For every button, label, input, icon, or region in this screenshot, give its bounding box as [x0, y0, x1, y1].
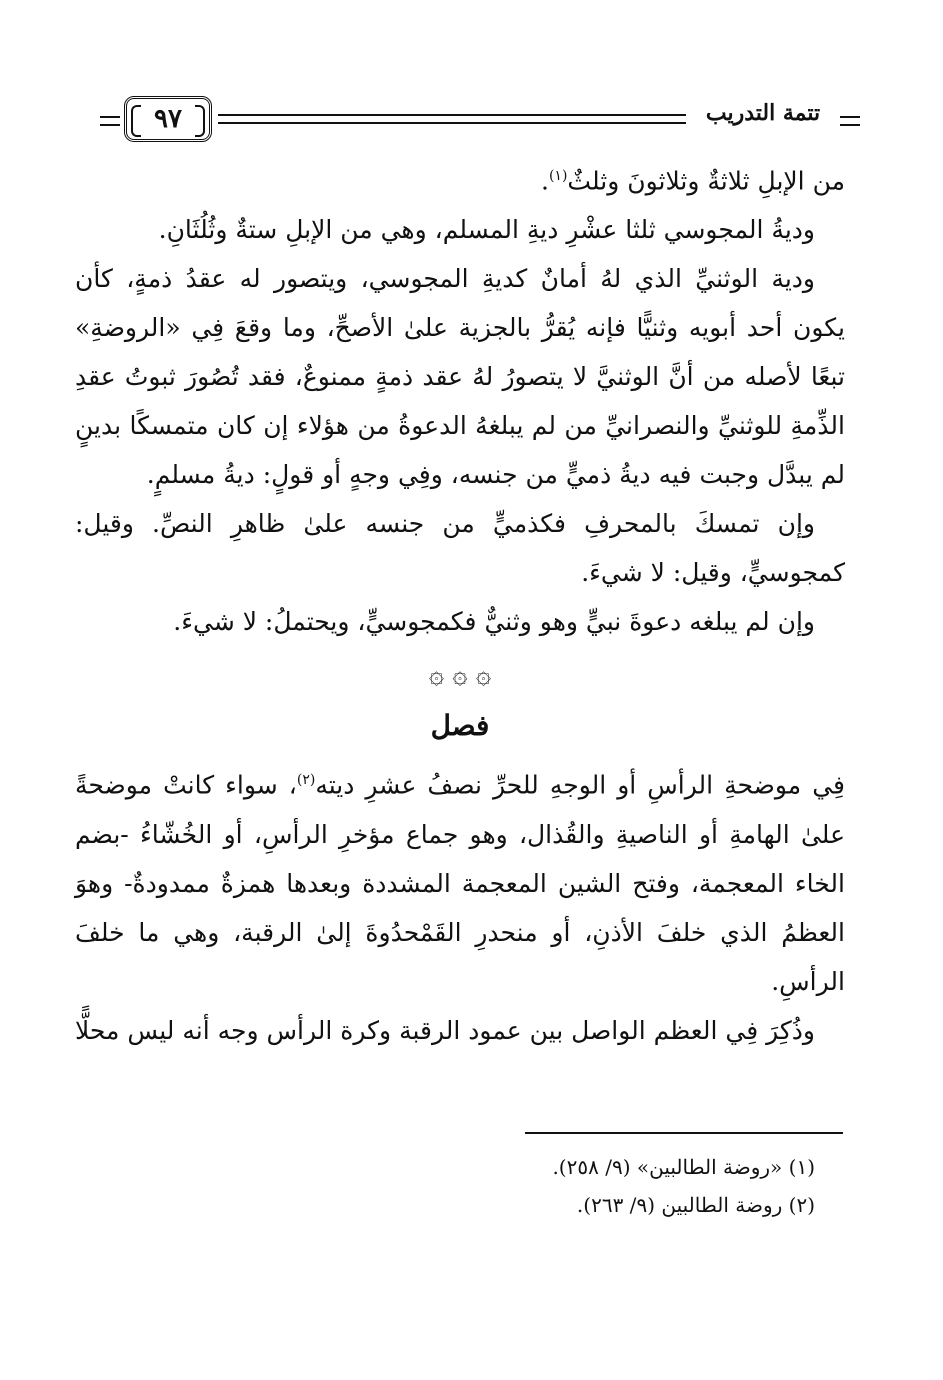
header-rule-left: [100, 116, 120, 126]
paragraph-1-text: من الإبلِ ثلاثةٌ وثلاثونَ وثلثٌ: [567, 166, 845, 196]
running-title: تتمة التدريب: [705, 100, 821, 126]
paragraph-6-rest: ، سواء كانتْ موضحةً علىٰ الهامةِ أو الناصيةِ والقُذال، وهو جماع مؤخرِ الرأسِ، أو الخُشّاءُ -بضم الخاء المعجمة، وفتح الشين المعجمة المشددة وبعدها همزةٌ ممدودةٌ- وهوَ العظمُ الذي خلفَ الأذنِ، أو منحدرِ القَمْحدُوةَ إلىٰ الرقبة، وهي ما خلفَ الرأسِ.: [75, 770, 845, 996]
footnote-1: (١) «روضة الطالبين» (٩/ ٢٥٨).: [552, 1155, 815, 1179]
paragraph-6: [75, 756, 845, 1005]
section-divider-stars: ۞ ۞ ۞: [428, 660, 492, 691]
paragraph-1: [75, 152, 845, 205]
main-text: [75, 152, 845, 1055]
page-number: ٩٧: [124, 96, 212, 142]
footnotes: [325, 1148, 815, 1224]
footnote-2: (٢) روضة الطالبين (٩/ ٢٦٣).: [576, 1193, 815, 1217]
paragraph-2: وديةُ المجوسي ثلثا عشْرِ ديةِ المسلم، وهي من الإبلِ ستةٌ وثُلُثَانِ.: [158, 215, 815, 245]
paragraph-1-end: .: [541, 166, 549, 196]
footnote-separator: [525, 1132, 843, 1134]
paragraph-5: وإن لم يبلغه دعوةَ نبيٍّ وهو وثنيٌّ فكمجوسيٍّ، ويحتملُ: لا شيءَ.: [173, 607, 815, 637]
header-rule-right: [840, 116, 860, 126]
footnote-ref-2[interactable]: (٢): [296, 772, 316, 789]
paragraph-3: ودية الوثنيِّ الذي لهُ أمانٌ كديةِ المجوسي، ويتصور له عقدُ ذمةٍ، كأن يكون أحد أبويه وثنيًّا فإنه يُقرُّ بالجزية علىٰ الأصحِّ، وما وقعَ فِي «الروضةِ» تبعًا لأصله من أنَّ الوثنيَّ لا يتصورُ لهُ عقد ذمةٍ ممنوعٌ، فقد تُصُورَ ثبوتُ عقدِ الذِّمةِ للوثنيِّ والنصرانيِّ من لم يبلغهُ الدعوةُ من هؤلاء إن كان متمسكًا بدينٍ لم يبدَّل وجبت فيه ديةُ ذميٍّ من جنسه، وفِي وجهٍ أو قولٍ: ديةُ مسلمٍ.: [75, 264, 845, 490]
footnote-ref-1[interactable]: (١): [548, 168, 568, 184]
page-header: [100, 96, 860, 152]
paragraph-7: وذُكِرَ فِي العظم الواصل بين عمود الرقبة وكرة الرأس وجه أنه ليس محلًّا: [74, 1015, 815, 1045]
section-title: فصل: [430, 709, 490, 743]
header-rule-middle: [218, 114, 686, 124]
paragraph-4: وإن تمسكَ بالمحرفِ فكذميٍّ من جنسه علىٰ ظاهرِ النصِّ. وقيل: كمجوسيٍّ، وقيل: لا شيءَ.: [75, 509, 845, 588]
paragraph-6-text: فِي موضحةِ الرأسِ أو الوجهِ للحرِّ نصفُ عشرِ ديته: [315, 770, 845, 800]
